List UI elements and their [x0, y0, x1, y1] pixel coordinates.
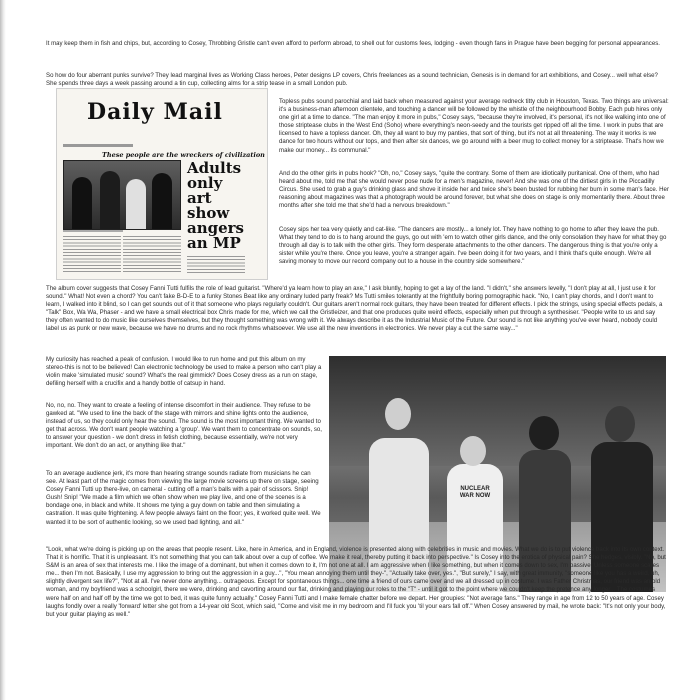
clipping-big-headline-2: only [187, 174, 223, 192]
paragraph-other-girls: And do the other girls in pubs hook? "Oh, no," Cosey says, "quite the contrary. Some of them are idiotically puritanical. One of them, who had heard about me, told me that she would never pose nude for a men's magazine, never! And she was one of the dirtiest girls in the Piccadilly Circus. She used to grab a guy's drinking glass and shove it inside her and twice she's been busted for rubbing her bum in some man's face. Her reasoning about magazines was that a photograph would be around forever, but what she does on stage is only momentarily there. About three months after she told me that she'd had a nervous breakdown." [279, 170, 669, 210]
paragraph-topless-pubs: Topless pubs sound parochial and laid back when measured against your average redneck titty club in Houston, Texas. Two things are universal: it's a business-man afternoon clientele, and touching a dancer will be followed by the whistle of the neighbourhood Bobby. Each pub hires only one girl at a time to dance. "The man enjoy it more in pubs," Cosey says, "because they're involved, it's personal, it's not like walking into one of those striptease clubs in the West End (Soho) where everything's neon-seedy and the tourists get ripped off all the time. I work in pubs that are licensed to have a topless dancer. Oh, they all want to buy my panties, that sort of thing, but it's not at all threatening. The way it works is we dance for two hours without our tops, and then after six dances, we go around with a beer mug to collect money for a striptease. That's how we make our money... its communal." [279, 98, 669, 154]
clipping-big-headline-1: Adults [187, 159, 242, 177]
paragraph-album-cover: The album cover suggests that Cosey Fanni Tutti fulfils the role of lead guitarist. "Where'd ya learn how to play an axe," I ask bluntly, hoping to get a lay of the land. "I didn't," she answers levelly, "I don't play at all, I just use it for sound." What! Not even a chord? You can't fake B-D-E to a funky Stones Beat like any ordinary luded party freak? Ms Tutti smiles tolerantly at the frightfully boring pornographic hack. "No, I can't play chords, and I don't want to learn, I walked into it blind, so I can get sounds out of it that someone who plays regularly couldn't. Our guitars aren't normal rock guitars, they have been treated for different effects. I pick the strings, using special effects pedals, a "Talk" Box, Wa Wa, Phaser - and we have a small electrical box Chris made for me, which we call the Gristleizer, and that one produces quite weird effects, especially when put through a synthesiser. "People write to us and say they often wanted to do music like ourselves themselves, but they thought something was wrong with it. We always describe it as the Industrial Music of the Future. Our sound is not like anything you've ever heard, nobody could label us as punk or new wave, because we have no drums and no rock rhythms whatsoever. We use all the new inventions in electronics. We never play a cut the same way..." [46, 285, 663, 333]
clipping-figure [72, 177, 92, 229]
paragraph-audience: To an average audience jerk, it's more than hearing strange sounds radiate from musicians he can see. At least part of the magic comes from viewing the large movie screens up there on stage, seeing Cosey Fanni Tutti up there-live, on cameral - cutting off a man's balls with a pair of scissors. Snip! Gush! Snip! "We made a film which we often show when we play live, and one of the scenes is a bondage one, in black and white. It shows me tying a guy down on table and then simulating a castration. It was quite frightening. A few people always faint on the floor; yes, it worked quite well. We wanted it to be sort of authentic looking, so we used bad lighting, and all." [46, 470, 321, 526]
clipping-figure [100, 171, 120, 229]
clipping-text-column [63, 236, 121, 274]
band-member-4-head [605, 406, 635, 442]
paragraph-survival: So how do four aberrant punks survive? They lead marginal lives as Working Class heroes, Peter designs LP covers, Chris freelances as a sound technician, Genesis is in demand for art exhibitions, and Cosey... well what else? She spends three days a week passing around a tin cup, collecting alms for a strip tease in a small London pub. [46, 72, 658, 88]
clipping-figure [152, 173, 172, 229]
clipping-big-headline-6: an MP [187, 234, 241, 252]
page-binding-shadow [0, 0, 6, 700]
paragraph-curiosity: My curiosity has reached a peak of confusion. I would like to run home and put this album on my stereo-this is not to be believed! Can electronic technology be used to make a person who can't play a violin make 'simulated music' sound? What's the real gimmick? Does Cosey dress as a run on stage, defiling herself with a crucifix and a handy bottle of catsup in hand. [46, 356, 322, 388]
t-shirt-slogan: NUCLEAR WAR NOW [459, 486, 491, 499]
clipping-dateline [63, 144, 133, 147]
clipping-big-headline-3: art [187, 189, 212, 207]
clipping-text-column [187, 256, 245, 274]
clipping-caption [63, 230, 123, 232]
newspaper-masthead: Daily Mail [87, 99, 223, 125]
clipping-figure [126, 179, 146, 229]
paragraph-violence: "Look, what we're doing is picking up on the areas that people resent. Like, here in America, and in England, violence is presented along with celebrities in music and movies. What we do is to put violence back into its own context. That it is horrific. That it is unpleasant. It's not something that you can talk about over a cup of coffee. We make it real, thereby putting it back into perspective." Is Cosey into the erotica of physical pain? She hedges, visibly. "No, but S&M is an area of sex that interests me. I like the image of a dominant, but when it comes down to it, I'm not one at all. I am aggressive when I like something, but when it comes down to sex, I'm passive. Unless someone scares me... then I'm not. Basically, I use my aggression to bring out the aggression in a guy...", "You mean annoying them until they-", "Actually take over, yes.", "But surely," I say, with great immunity, "someone like you has a weird, uh, slightly divergent sex life?", "Not at all. I've never done anything... outrageous. Except for spontaneous things... one time a friend of ours came over and we all dressed up in costume. I was Father Christmas, our friend was an old woman, and my boyfriend was a schoolgirl, there we were, drinking and cavorting around our flat, drinking and playing our roles to the "T" - until it got to the point where we couldn't keep the pretence any longer... The costumes were half on and half off by the time we got to bed, it was quite funny actually." Cosey Fanni Tutti and I make female chatter before we depart. Her groupies: "Not average fans." They range in age from 12 to 50 years of age. Cosey laughs fondly over a really 'forward' letter she got from a 14-year old Scot, which said, "Come and visit me in my bedroom and I'll fuck you 'til your ears fall off." When Cosey answered by mail, he wrote back: "It's not only your body, but your guitar playing as well." [46, 546, 666, 618]
clipping-big-headline-4: show [187, 204, 230, 222]
band-member-1-head [385, 398, 411, 430]
paragraph-intro: It may keep them in fish and chips, but, according to Cosey, Throbbing Gristle can't even afford to perform abroad, to shell out for customs fees, lodging - even though fans in Prague have been begging for personal appearances. [46, 40, 660, 47]
newspaper-clipping [56, 88, 268, 280]
clipping-headline-text: These people are the wreckers of civilization [102, 151, 265, 159]
clipping-big-headline-5: angers [187, 219, 245, 237]
paragraph-discomfort: No, no, no. They want to create a feeling of intense discomfort in their audience. They refuse to be gawked at. "We used to line the back of the stage with mirrors and shine lights onto the audience, instead of us, so they could only hear the sound. The sound is the most important thing. We wanted to get that across. We don't want people watching a 'group'. We want them to concentrate on sounds, so, to answer your question - we don't dress in fetish clothing, because essentially, we're not very important. We don't do an act, or anything like that." [46, 402, 322, 450]
clipping-text-column [123, 236, 181, 274]
clipping-headline [102, 151, 265, 159]
paragraph-dancers: Cosey sips her tea very quietly and cat-like. "The dancers are mostly... a lonely lot. They have nothing to go home to after they leave the pub. What they tend to do is to hang around the guys, go out with 'em to watch other girls dance, and the only consolation they have for what they go through all day is to talk with the other girls. They form desperate attachments to the other dancers. The dangerous thing is that you're only a sister while you're there. Once you leave, you're a stranger again. I've been doing it for two years, and I think that's quite enough. We're all saving money to move our record company out to a house in the country side somewhere." [279, 226, 667, 266]
band-member-3-head [529, 416, 559, 450]
clipping-photo [63, 160, 181, 230]
band-member-2-head [460, 436, 486, 466]
